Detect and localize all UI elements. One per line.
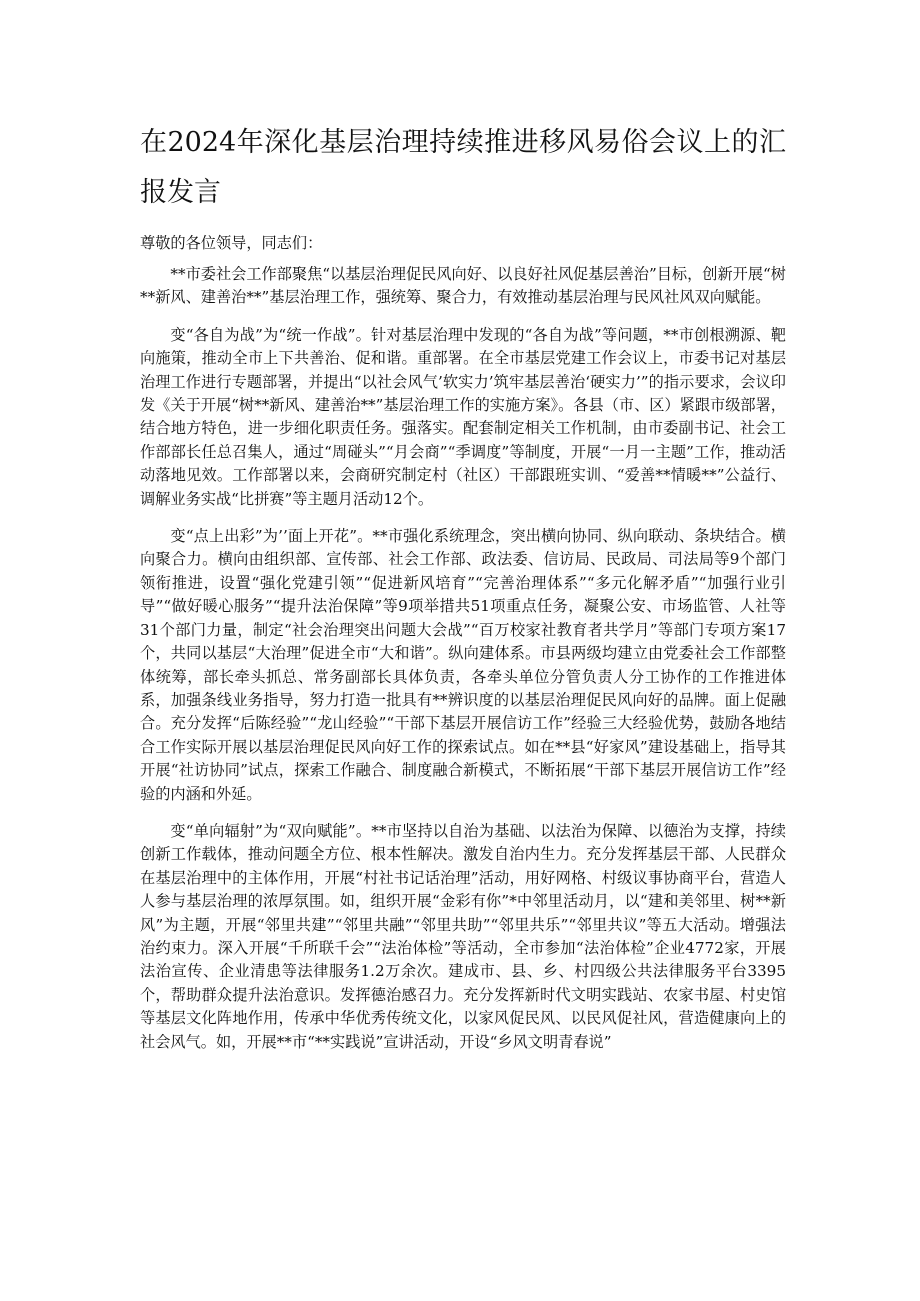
paragraph-two-way-empowerment: 变“单向辐射”为“双向赋能”。**市坚持以自治为基础、以法治为保障、以德治为支撑，持续创新工作载体，推动问题全方位、根本性解决。激发自治内生力。充分发挥基层干部、人民群众在基层治理中的主体作用，开展“村社书记话治理”活动，用好网格、村级议事协商平台，营造人人参与基层治理的浓厚氛围。如，组织开展“金彩有你”*中邻里活动月，以“建和美邻里、树**新风”为主题，开展“邻里共建”“邻里共融”“邻里共助”“邻里共乐”“邻里共议”等五大活动。增强法治约束力。深入开展“千所联千会”“法治体检”等活动，全市参加“法治体检”企业4772家，开展法治宣传、企业清患等法律服务1.2万余次。建成市、县、乡、村四级公共法律服务平台3395个，帮助群众提升法治意识。发挥德治感召力。充分发挥新时代文明实践站、农家书屋、村史馆等基层文化阵地作用，传承中华优秀传统文化，以家风促民风、以民风促社风，营造健康向上的社会风气。如，开展**市“**实践说”宣讲活动，开设“乡风文明青春说” [140, 821, 786, 1051]
paragraph-unified-action: 变“各自为战”为“统一作战”。针对基层治理中发现的“各自为战”等问题，**市创根溯源、靶向施策，推动全市上下共善治、促和谐。重部署。在全市基层党建工作会议上，市委书记对基层治理工作进行专题部署，并提出“以社会风气’软实力’筑牢基层善治‘硬实力’”的指示要求，会议印发《关于开展“树**新风、建善治**”基层治理工作的实施方案》。各县（市、区）紧跟市级部署，结合地方特色，进一步细化职责任务。强落实。配套制定相关工作机制，由市委副书记、社会工作部部长任总召集人，通过“周碰头”“月会商”“季调度”等制度，开展“一月一主题”工作，推动活动落地见效。工作部署以来，会商研究制定村（社区）干部跟班实训、“爱善**情暖**”公益行、调解业务实战“比拼赛”等主题月活动12个。 [140, 325, 786, 508]
document-body [140, 118, 786, 1054]
paragraph-intro: **市委社会工作部聚焦“以基层治理促民风向好、以良好社风促基层善治”目标，创新开展“树**新风、建善治**”基层治理工作，强统筹、聚合力，有效推动基层治理与民风社风双向赋能。 [140, 265, 786, 307]
document-title: 在2024年深化基层治理持续推进移风易俗会议上的汇报发言 [140, 127, 786, 208]
salutation: 尊敬的各位领导，同志们： [140, 234, 323, 252]
paragraph-area-blossom: 变“点上出彩”为’’面上开花”。**市强化系统理念，突出横向协同、纵向联动、条块结合。横向聚合力。横向由组织部、宣传部、社会工作部、政法委、信访局、民政局、司法局等9个部门领衔推进，设置“强化党建引领”“促进新风培育”“完善治理体系”“多元化解矛盾”“加强行业引导”“做好暖心服务”“提升法治保障”等9项举措共51项重点任务，凝聚公安、市场监管、人社等31个部门力量，制定“社会治理突出问题大会战”“百万校家社教育者共学月”等部门专项方案17个，共同以基层“大治理”促进全市“大和谐”。纵向建体系。市县两级均建立由党委社会工作部整体统筹，部长牵头抓总、常务副部长具体负责，各牵头单位分管负责人分工协作的工作推进体系，加强条线业务指导，努力打造一批具有**辨识度的以基层治理促民风向好的品牌。面上促融合。充分发挥“后陈经验”“龙山经验”“干部下基层开展信访工作”经验三大经验优势，鼓励各地结合工作实际开展以基层治理促民风向好工作的探索试点。如在**县“好家风”建设基础上，指导其开展“社访协同”试点，探索工作融合、制度融合新模式，不断拓展“干部下基层开展信访工作”经验的内涵和外延。 [140, 527, 786, 803]
